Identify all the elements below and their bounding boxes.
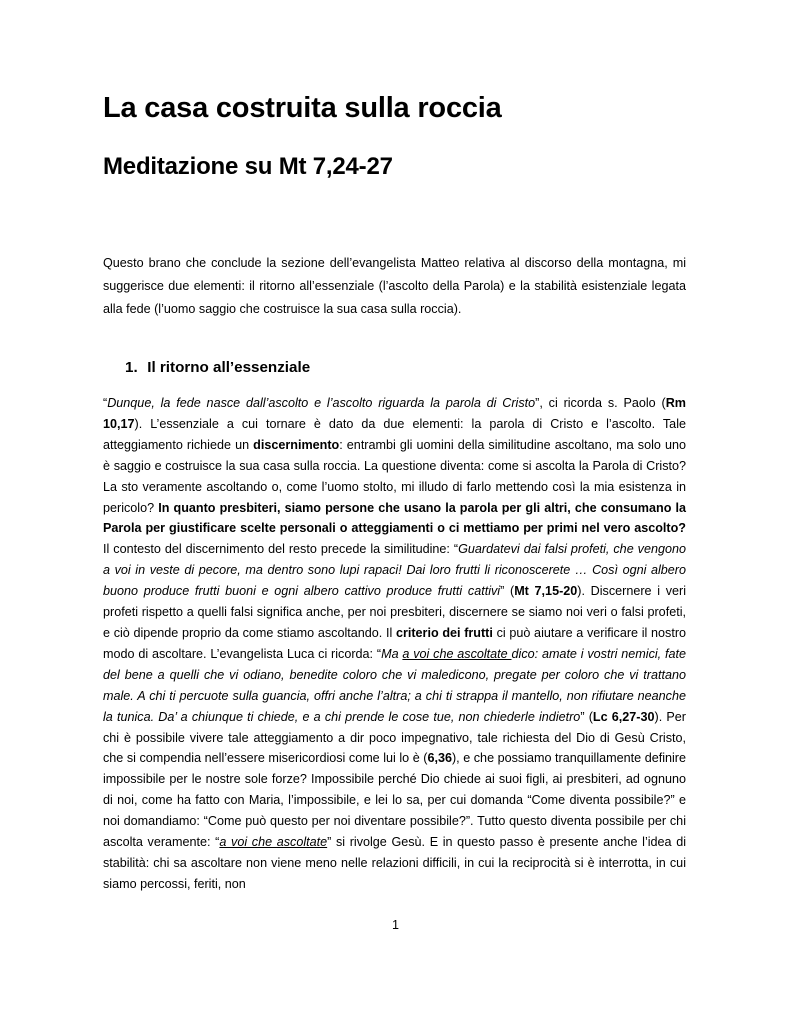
body-text: ” ( (500, 584, 515, 599)
body-quote-italic: Dunque, la fede nasce dall’ascolto e l’ascolto riguarda la parola di Cristo (107, 396, 536, 410)
body-text: ), e che possiamo tranquillamente definire impossibile per le nostre sole forze? Impossibile perché Dio chiede ai suoi figli, ai presbiteri, ad ognuno di noi, come ha fatto con Maria, l’impossibile, e lei lo sa, per cui domanda “Come diventa possibile?” e noi domandiamo: “Come può questo per noi diventare possibile?”. Tutto questo diventa possibile per chi ascolta veramente: “ (103, 751, 687, 850)
body-quote-underlined: a voi che ascoltate (219, 835, 328, 850)
body-text: ” si rivolge Gesù. E in questo passo è presente anche l’idea di stabilità: chi sa ascoltare non viene meno nelle relazioni difficili, in cui la reciprocità si è interrotta, in cui siamo percossi, feriti, non (103, 835, 686, 891)
document-subtitle: Meditazione su Mt 7,24-27 (103, 153, 393, 180)
bible-reference: Lc 6,27-30 (592, 709, 655, 724)
body-text: ” ( (580, 709, 593, 724)
body-text: : entrambi gli uomini della similitudine ascoltano, ma solo uno è saggio e costruisce la sua casa sulla roccia. La questione diventa: come si ascolta la Parola di Cristo? La sto veramente ascoltando o, come l’uomo stolto, mi illudo di farlo mettendo così la mia esistenza in pericolo? (103, 437, 686, 515)
body-quote-italic: dico: amate i vostri nemici, fate del bene a quelli che vi odiano, benedite coloro che vi maledicono, pregate per coloro che vi trattano male. A chi ti percuote sulla guancia, offri anche l’altra; a chi ti strappa il mantello, non rifiutare neanche la tunica. Da’ a chiunque ti chiede, e a chi prende le cose tue, non chiederle indietro (103, 646, 687, 724)
body-bold: discernimento (253, 437, 340, 452)
document-title: La casa costruita sulla roccia (103, 92, 502, 124)
body-text: ). Discernere i veri profeti rispetto a quelli falsi significa anche, per noi presbiteri, discernere se siamo noi veri o falsi profeti, e ciò dipende proprio da come stiamo ascoltando. Il (103, 584, 687, 640)
body-text: “ (103, 396, 108, 410)
section-heading (125, 357, 686, 379)
body-quote-italic: Ma (381, 646, 403, 661)
section-title: Il ritorno all’essenziale (147, 359, 311, 376)
body-quote-underlined: a voi che ascoltate (402, 646, 512, 661)
page-content (103, 88, 686, 895)
bible-reference: Mt 7,15-20 (514, 584, 578, 599)
body-text: Il contesto del discernimento del resto precede la similitudine: “ (103, 542, 459, 557)
body-text: ”, ci ricorda s. Paolo ( (535, 396, 666, 410)
section-number: 1. (125, 359, 138, 376)
body-quote-italic: Guardatevi dai falsi profeti, che vengono a voi in veste di pecore, ma dentro sono lupi rapaci! Dai loro frutti li riconoscerete … Così ogni albero buono produce frutti buoni e ogni albero cattivo produce frutti cattivi (103, 542, 687, 599)
body-bold: criterio dei frutti (395, 625, 493, 640)
bible-reference: Rm 10,17 (103, 396, 686, 431)
bible-reference: 6,36 (427, 751, 452, 766)
body-paragraph (103, 393, 686, 895)
page-number: 1 (391, 918, 399, 932)
body-bold: In quanto presbiteri, siamo persone che usano la parola per gli altri, che consumano la Parola per giustificare scelte personali o atteggiamenti o ci mettiamo per primi nel vero ascolto? (103, 500, 686, 536)
body-text: ). L’essenziale a cui tornare è dato da due elementi: la parola di Cristo e l’ascolto. Tale atteggiamento richiede un (103, 416, 686, 452)
body-text: ). Per chi è possibile vivere tale atteggiamento a dir poco impegnativo, tale richiesta del Dio di Gesù Cristo, che si compendia nell’essere misericordiosi come lui lo è ( (103, 709, 686, 766)
intro-paragraph: Questo brano che conclude la sezione dell’evangelista Matteo relativa al discorso della montagna, mi suggerisce due elementi: il ritorno all’essenziale (l’ascolto della Parola) e la stabilità esistenziale legata alla fede (l’uomo saggio che costruisce la sua casa sulla roccia). (103, 256, 686, 316)
body-text: ci può aiutare a verificare il nostro modo di ascoltare. L’evangelista Luca ci ricorda: “ (103, 625, 687, 661)
